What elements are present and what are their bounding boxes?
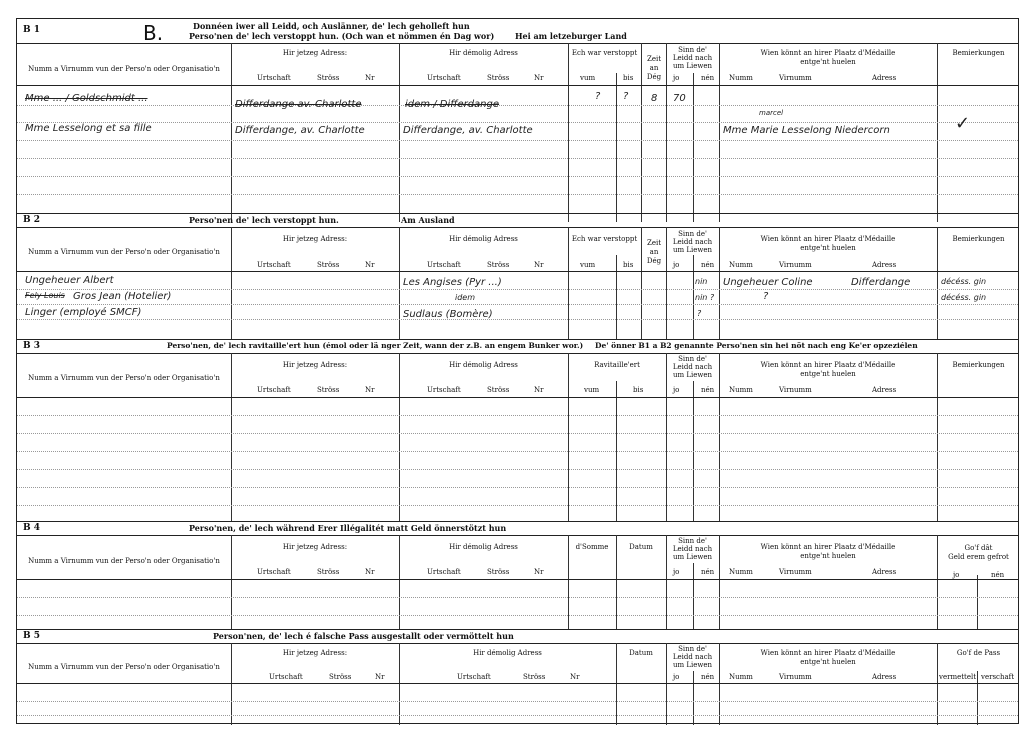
- b1-row-former-struck: idem / Differdange: [405, 99, 500, 110]
- b2-title: Perso'nen de' lech verstoppt hun.: [189, 215, 339, 225]
- hdr-medal: entge'nt huelen: [800, 552, 856, 560]
- b5-title: Person'nen, de' lech é falsche Pass ausgestallt oder vermöttelt hun: [213, 631, 514, 641]
- b2-row1-medal-addr: Differdange: [851, 277, 911, 288]
- section-code-b1: B 1: [23, 25, 41, 35]
- hdr-datum: Datum: [629, 649, 653, 657]
- hdr-hidden: Ech war verstoppt: [571, 235, 638, 243]
- hdr-jo: jo: [673, 261, 680, 269]
- hdr-medal: entge'nt huelen: [800, 658, 856, 666]
- hdr-zeit: an: [649, 64, 659, 72]
- hdr-stross: Ströss: [317, 74, 340, 82]
- hdr-ortschaft: Urtschaft: [427, 74, 461, 82]
- hdr-person: Numm a Virnumm vun der Perso'n oder Organisatio'n: [28, 557, 220, 565]
- hdr-medal: Wien könnt an hirer Plaatz d'Médaille: [760, 235, 896, 243]
- section-letter: B.: [143, 21, 164, 45]
- b1-row-name: Mme Lesselong et sa fille: [25, 123, 152, 134]
- b1-row-vum: ?: [595, 91, 601, 102]
- hdr-alive: Sinn de': [678, 46, 707, 54]
- b4-title: Perso'nen, de' lech während Erer Illégalitét matt Geld önnerstötzt hun: [189, 523, 507, 533]
- hdr-nen: nén: [701, 673, 715, 681]
- b2-row2-former: idem: [455, 293, 476, 302]
- hdr-remarks: Bemierkungen: [952, 235, 1005, 243]
- hdr-person: Numm a Virnumm vun der Perso'n oder Organisatio'n: [28, 374, 220, 382]
- b1-row-current: Differdange, av. Charlotte: [235, 125, 365, 136]
- hdr-adress: Adress: [872, 568, 897, 576]
- section-code-b2: B 2: [23, 215, 41, 225]
- hdr-jo: jo: [953, 571, 960, 579]
- hdr-nen: nén: [701, 568, 715, 576]
- hdr-current-address: Hir jetzeg Adress:: [282, 543, 348, 551]
- hdr-numm: Numm: [729, 74, 753, 82]
- form-sheet: [16, 18, 1019, 724]
- hdr-stross: Ströss: [523, 673, 546, 681]
- hdr-medal: entge'nt huelen: [800, 58, 856, 66]
- hdr-refund: Geld erem gefrot: [948, 553, 1009, 561]
- hdr-stross: Ströss: [487, 386, 510, 394]
- b2-row1-nen: nin: [695, 277, 708, 286]
- hdr-medal: Wien könnt an hirer Plaatz d'Médaille: [760, 49, 896, 57]
- hdr-nen: nén: [991, 571, 1005, 579]
- hdr-stross: Ströss: [487, 568, 510, 576]
- hdr-ortschaft: Urtschaft: [257, 386, 291, 394]
- hdr-bis: bis: [633, 386, 644, 394]
- hdr-zeit: an: [649, 248, 659, 256]
- b1-row-former: Differdange, av. Charlotte: [403, 125, 533, 136]
- hdr-alive: Sinn de': [678, 645, 707, 653]
- hdr-hidden: Ech war verstoppt: [571, 49, 638, 57]
- hdr-nr: Nr: [534, 74, 544, 82]
- hdr-numm: Numm: [729, 673, 753, 681]
- hdr-jo: jo: [673, 74, 680, 82]
- hdr-vum: vum: [584, 386, 600, 394]
- hdr-refund: Go'f dât: [964, 544, 993, 552]
- hdr-ortschaft: Urtschaft: [257, 74, 291, 82]
- hdr-vum: vum: [580, 74, 596, 82]
- hdr-medal: Wien könnt an hirer Plaatz d'Médaille: [760, 649, 896, 657]
- b1-row-name-struck: Mme ... / Goldschmidt ...: [25, 93, 148, 104]
- hdr-virnumm: Virnumm: [779, 74, 812, 82]
- hdr-nen: nén: [701, 261, 715, 269]
- b2-row2-nen: nin ?: [695, 293, 715, 302]
- hdr-medal: Wien könnt an hirer Plaatz d'Médaille: [760, 361, 896, 369]
- hdr-zeit: Zeit: [646, 55, 662, 63]
- b1-title-right: Hei am letzeburger Land: [515, 31, 627, 41]
- hdr-alive: um Liewen: [672, 246, 713, 254]
- hdr-nr: Nr: [375, 673, 385, 681]
- hdr-current-address: Hir jetzeg Adress:: [282, 49, 348, 57]
- hdr-jo: jo: [673, 386, 680, 394]
- hdr-former-address: Hir démolig Adress: [449, 49, 518, 57]
- hdr-ravitailleiert: Ravitaille'ert: [594, 361, 640, 369]
- hdr-adress: Adress: [872, 386, 897, 394]
- hdr-alive: Leidd nach: [672, 238, 713, 246]
- hdr-nr: Nr: [365, 386, 375, 394]
- hdr-vermettelt: vermettelt: [939, 673, 977, 681]
- hdr-alive: Leidd nach: [672, 54, 713, 62]
- b1-row-bis: ?: [623, 91, 629, 102]
- hdr-numm: Numm: [729, 568, 753, 576]
- hdr-person: Numm a Virnumm vun der Perso'n oder Organisatio'n: [28, 248, 220, 256]
- b2-row3-nen: ?: [697, 309, 702, 318]
- hdr-stross: Ströss: [317, 261, 340, 269]
- hdr-numm: Numm: [729, 386, 753, 394]
- hdr-alive: Sinn de': [678, 355, 707, 363]
- hdr-medal: entge'nt huelen: [800, 370, 856, 378]
- hdr-bis: bis: [623, 74, 634, 82]
- b2-row2-remark: décéss. gin: [941, 293, 987, 302]
- hdr-adress: Adress: [872, 74, 897, 82]
- hdr-remarks: Bemierkungen: [952, 361, 1005, 369]
- hdr-alive: Sinn de': [678, 230, 707, 238]
- hdr-bis: bis: [623, 261, 634, 269]
- b1-title-line2: Perso'nen de' lech verstoppt hun. (Och wan et nömmen én Dag wor): [189, 31, 495, 41]
- hdr-alive: um Liewen: [672, 553, 713, 561]
- hdr-ortschaft: Urtschaft: [427, 568, 461, 576]
- hdr-alive: Leidd nach: [672, 653, 713, 661]
- hdr-former-address: Hir démolig Adress: [449, 543, 518, 551]
- hdr-medal: Wien könnt an hirer Plaatz d'Médaille: [760, 543, 896, 551]
- b2-row2-name-struck: Fely Louis: [25, 291, 65, 300]
- b1-row-deg: 8: [651, 93, 658, 104]
- hdr-nr: Nr: [365, 568, 375, 576]
- hdr-alive: Leidd nach: [672, 363, 713, 371]
- hdr-stross: Ströss: [317, 568, 340, 576]
- hdr-nen: nén: [701, 74, 715, 82]
- b1-row-medal-prefix: marcel: [759, 109, 784, 117]
- hdr-virnumm: Virnumm: [779, 673, 812, 681]
- hdr-alive: um Liewen: [672, 62, 713, 70]
- hdr-zeit: Zeit: [646, 239, 662, 247]
- hdr-person: Numm a Virnumm vun der Perso'n oder Organisatio'n: [28, 65, 220, 73]
- hdr-stross: Ströss: [487, 74, 510, 82]
- hdr-vum: vum: [580, 261, 596, 269]
- hdr-nen: nén: [701, 386, 715, 394]
- b1-row-medal: Mme Marie Lesselong Niedercorn: [723, 125, 890, 136]
- hdr-alive: Leidd nach: [672, 545, 713, 553]
- hdr-adress: Adress: [872, 261, 897, 269]
- hdr-current-address: Hir jetzeg Adress:: [282, 649, 348, 657]
- hdr-virnumm: Virnumm: [779, 386, 812, 394]
- hdr-former-address: Hir démolig Adress: [449, 361, 518, 369]
- rule: [17, 43, 1018, 44]
- hdr-somme: d'Somme: [575, 543, 609, 551]
- b1-title-line1: Donnéen iwer all Leidd, och Auslänner, de' lech geholleft hun: [193, 21, 470, 31]
- hdr-stross: Ströss: [329, 673, 352, 681]
- b2-row3-former: Sudlaus (Bomère): [403, 309, 493, 320]
- hdr-ortschaft: Urtschaft: [257, 568, 291, 576]
- hdr-virnumm: Virnumm: [779, 261, 812, 269]
- hdr-former-address: Hir démolig Adress: [473, 649, 542, 657]
- b2-title-right: Am Ausland: [401, 215, 455, 225]
- hdr-stross: Ströss: [317, 386, 340, 394]
- hdr-jo: jo: [673, 673, 680, 681]
- hdr-person: Numm a Virnumm vun der Perso'n oder Organisatio'n: [28, 663, 220, 671]
- b1-row-current-struck: Differdange av. Charlotte: [235, 99, 362, 110]
- hdr-zeit: Dég: [646, 257, 662, 265]
- b2-row1-remark: décéss. gin: [941, 277, 987, 286]
- hdr-nr: Nr: [534, 568, 544, 576]
- hdr-former-address: Hir démolig Adress: [449, 235, 518, 243]
- hdr-medal: entge'nt huelen: [800, 244, 856, 252]
- hdr-alive: um Liewen: [672, 371, 713, 379]
- hdr-numm: Numm: [729, 261, 753, 269]
- hdr-ortschaft: Urtschaft: [427, 261, 461, 269]
- b2-row1-name: Ungeheuer Albert: [25, 275, 114, 286]
- hdr-remarks: Bemierkungen: [952, 49, 1005, 57]
- section-code-b3: B 3: [23, 341, 41, 351]
- hdr-stross: Ströss: [487, 261, 510, 269]
- checkmark-icon: ✓: [955, 113, 971, 134]
- hdr-ortschaft: Urtschaft: [257, 261, 291, 269]
- hdr-ortschaft: Urtschaft: [427, 386, 461, 394]
- hdr-adress: Adress: [872, 673, 897, 681]
- b1-row-jo: 70: [673, 93, 686, 104]
- hdr-datum: Datum: [629, 543, 653, 551]
- b2-row1-medal: Ungeheuer Coline: [723, 277, 813, 288]
- hdr-nr: Nr: [534, 261, 544, 269]
- hdr-virnumm: Virnumm: [779, 568, 812, 576]
- hdr-nr: Nr: [534, 386, 544, 394]
- b3-note: De' önner B1 a B2 genannte Perso'nen sin hei nöt nach eng Ke'er opzeziélen: [595, 341, 918, 350]
- hdr-nr: Nr: [365, 74, 375, 82]
- section-code-b4: B 4: [23, 523, 41, 533]
- section-code-b5: B 5: [23, 631, 41, 641]
- hdr-current-address: Hir jetzeg Adress:: [282, 361, 348, 369]
- hdr-alive: um Liewen: [672, 661, 713, 669]
- hdr-nr: Nr: [570, 673, 580, 681]
- hdr-zeit: Dég: [646, 73, 662, 81]
- hdr-nr: Nr: [365, 261, 375, 269]
- hdr-ortschaft: Urtschaft: [269, 673, 303, 681]
- b2-row1-former: Les Angises (Pyr ...): [403, 277, 502, 288]
- hdr-current-address: Hir jetzeg Adress:: [282, 235, 348, 243]
- hdr-verschaft: verschaft: [981, 673, 1015, 681]
- hdr-alive: Sinn de': [678, 537, 707, 545]
- b2-row2-medal: ?: [763, 291, 769, 302]
- hdr-ortschaft: Urtschaft: [457, 673, 491, 681]
- hdr-jo: jo: [673, 568, 680, 576]
- b2-row3-name: Linger (employé SMCF): [25, 307, 142, 318]
- hdr-pass: Go'f de Pass: [956, 649, 1001, 657]
- b3-title: Perso'nen, de' lech ravitaille'ert hun (émol oder lä nger Zeit, wann der z.B. an engem Bunker wor.): [167, 341, 584, 350]
- b2-row2-name: Gros Jean (Hotelier): [73, 291, 172, 302]
